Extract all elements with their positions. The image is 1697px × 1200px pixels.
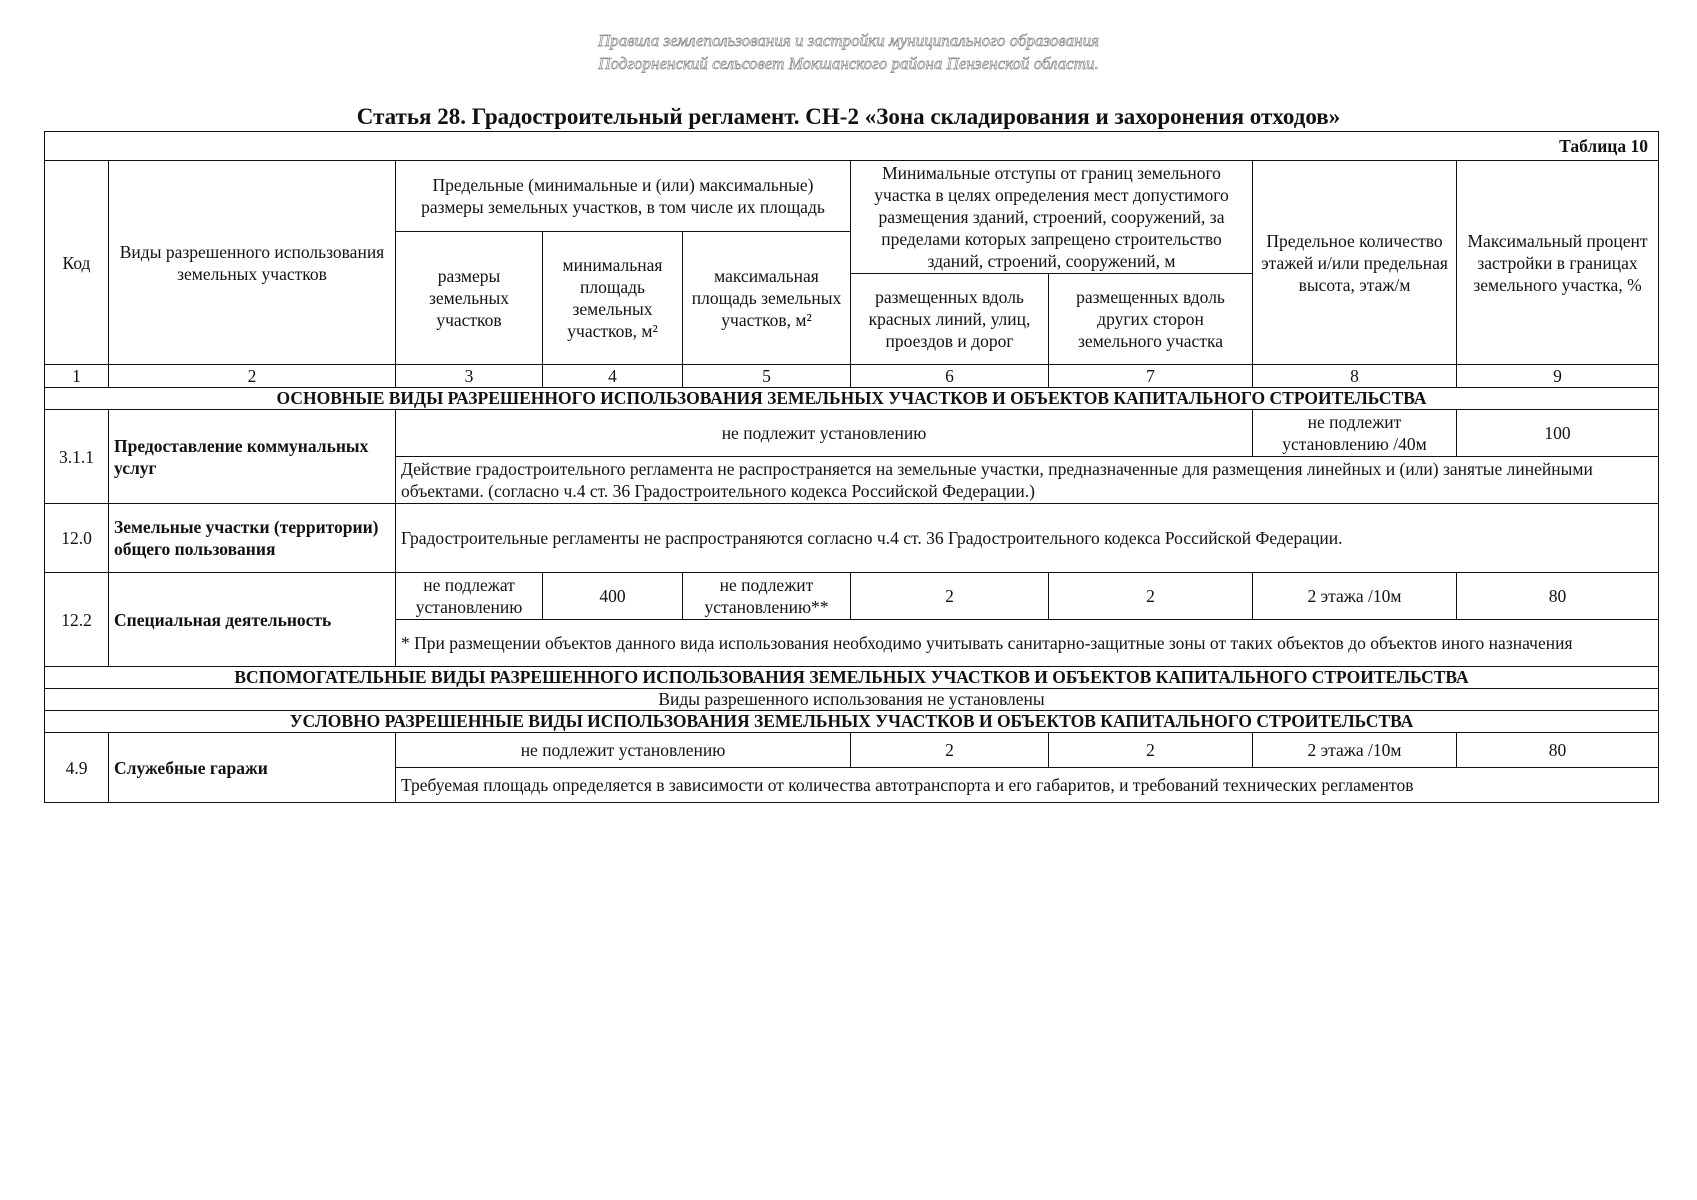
- row-red-lines: 2: [851, 573, 1049, 620]
- row-note: Градостроительные регламенты не распространяются согласно ч.4 ст. 36 Градостроительного кодекса Российской Федерации.: [396, 504, 1659, 573]
- table-row: [45, 504, 1659, 573]
- row-max-area: не подлежит установлению**: [683, 573, 851, 620]
- row-note: * При размещении объектов данного вида использования необходимо учитывать санитарно-защитные зоны от таких объектов до объектов иного назначения: [396, 620, 1659, 667]
- header-max-area: максимальная площадь земельных участков, м²: [683, 232, 851, 365]
- row-name: Земельные участки (территории) общего пользования: [109, 504, 396, 573]
- header-code: Код: [45, 161, 109, 365]
- column-number: 5: [683, 365, 851, 388]
- header-types: Виды разрешенного использования земельных участков: [109, 161, 396, 365]
- row-floors: не подлежит установлению /40м: [1253, 410, 1457, 457]
- page-title: Статья 28. Градостроительный регламент. СН-2 «Зона складирования и захоронения отходов»: [356, 104, 1341, 129]
- row-floors: 2 этажа /10м: [1253, 733, 1457, 768]
- running-header-line1: Правила землепользования и застройки муниципального образования: [597, 31, 1100, 50]
- section-conditional-heading: УСЛОВНО РАЗРЕШЕННЫЕ ВИДЫ ИСПОЛЬЗОВАНИЯ ЗЕМЕЛЬНЫХ УЧАСТКОВ И ОБЪЕКТОВ КАПИТАЛЬНОГО СТРОИТЕЛЬСТВА: [45, 711, 1659, 733]
- aux-text: Виды разрешенного использования не установлены: [45, 689, 1659, 711]
- header-max-coverage: Максимальный процент застройки в границах земельного участка, %: [1457, 161, 1659, 365]
- row-coverage: 100: [1457, 410, 1659, 457]
- row-sizes: не подлежат установлению: [396, 573, 543, 620]
- column-numbers-row: [45, 365, 1659, 388]
- header-row-1: [45, 161, 1659, 232]
- section-aux-heading: ВСПОМОГАТЕЛЬНЫЕ ВИДЫ РАЗРЕШЕННОГО ИСПОЛЬЗОВАНИЯ ЗЕМЕЛЬНЫХ УЧАСТКОВ И ОБЪЕКТОВ КАПИТАЛЬНОГО СТРОИТЕЛЬСТВА: [45, 667, 1659, 689]
- header-limits-group: Предельные (минимальные и (или) максимальные) размеры земельных участков, в том числе их площадь: [396, 161, 851, 232]
- table-number: Таблица 10: [45, 132, 1659, 161]
- row-name: Служебные гаражи: [109, 733, 396, 803]
- row-floors: 2 этажа /10м: [1253, 573, 1457, 620]
- row-coverage: 80: [1457, 733, 1659, 768]
- column-number: 9: [1457, 365, 1659, 388]
- row-code: 12.2: [45, 573, 109, 667]
- header-along-red-lines: размещенных вдоль красных линий, улиц, проездов и дорог: [851, 274, 1049, 365]
- column-number: 3: [396, 365, 543, 388]
- row-name: Предоставление коммунальных услуг: [109, 410, 396, 504]
- row-merged-limits: не подлежит установлению: [396, 733, 851, 768]
- row-code: 3.1.1: [45, 410, 109, 504]
- row-note: Действие градостроительного регламента не распространяется на земельные участки, предназначенные для размещения линейных и (или) занятые линейными объектами. (согласно ч.4 ст. 36 Градостроительного кодекса Российской Федерации.): [396, 457, 1659, 504]
- header-sizes: размеры земельных участков: [396, 232, 543, 365]
- regulation-table: [44, 131, 1659, 803]
- table-row: [45, 410, 1659, 457]
- column-number: 4: [543, 365, 683, 388]
- row-note: Требуемая площадь определяется в зависимости от количества автотранспорта и его габаритов, и требований технических регламентов: [396, 768, 1659, 803]
- row-coverage: 80: [1457, 573, 1659, 620]
- row-min-area: 400: [543, 573, 683, 620]
- row-other-sides: 2: [1049, 733, 1253, 768]
- row-code: 4.9: [45, 733, 109, 803]
- row-merged-limits: не подлежит установлению: [396, 410, 1253, 457]
- running-header-line2: Подгорненский сельсовет Мокшанского района Пензенской области.: [598, 54, 1099, 73]
- header-floors: Предельное количество этажей и/или предельная высота, этаж/м: [1253, 161, 1457, 365]
- column-number: 8: [1253, 365, 1457, 388]
- row-name: Специальная деятельность: [109, 573, 396, 667]
- section-main-heading: ОСНОВНЫЕ ВИДЫ РАЗРЕШЕННОГО ИСПОЛЬЗОВАНИЯ ЗЕМЕЛЬНЫХ УЧАСТКОВ И ОБЪЕКТОВ КАПИТАЛЬНОГО СТРОИТЕЛЬСТВА: [45, 388, 1659, 410]
- table-row: [45, 573, 1659, 620]
- header-min-area: минимальная площадь земельных участков, м²: [543, 232, 683, 365]
- row-red-lines: 2: [851, 733, 1049, 768]
- column-number: 6: [851, 365, 1049, 388]
- header-along-other-sides: размещенных вдоль других сторон земельного участка: [1049, 274, 1253, 365]
- column-number: 1: [45, 365, 109, 388]
- column-number: 7: [1049, 365, 1253, 388]
- table-row: [45, 733, 1659, 768]
- header-setbacks-group: Минимальные отступы от границ земельного участка в целях определения мест допустимого размещения зданий, строений, сооружений, за пределами которых запрещено строительство зданий, строений, сооружений, м: [851, 161, 1253, 274]
- column-number: 2: [109, 365, 396, 388]
- row-other-sides: 2: [1049, 573, 1253, 620]
- row-code: 12.0: [45, 504, 109, 573]
